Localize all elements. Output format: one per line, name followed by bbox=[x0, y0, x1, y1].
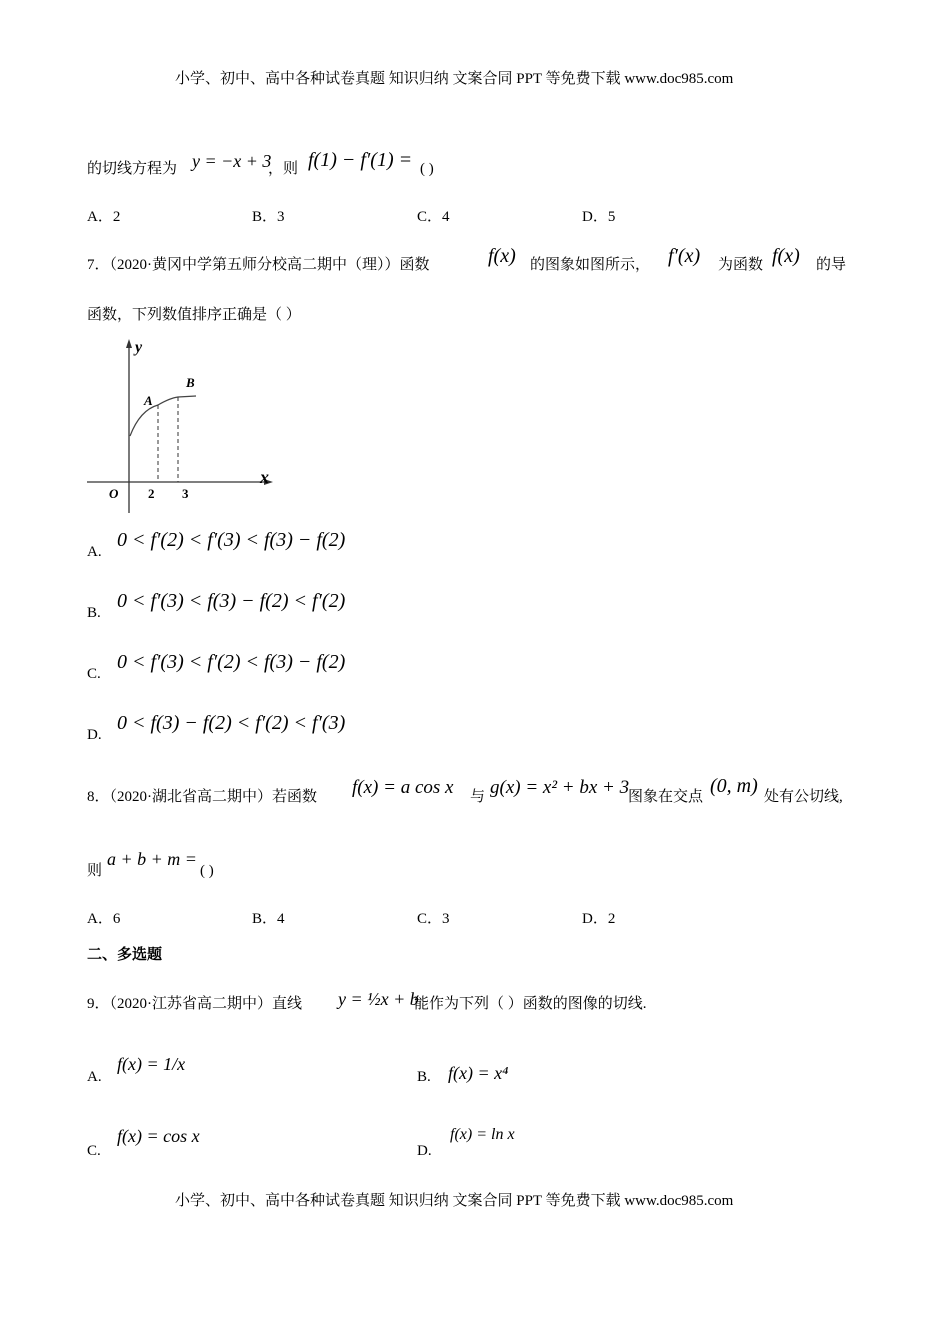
q8-option-a: A．6 bbox=[87, 911, 121, 927]
q6-option-d: D．5 bbox=[582, 209, 616, 225]
q8-math: a + b + m = bbox=[107, 849, 197, 869]
page-footer: 小学、初中、高中各种试卷真题 知识归纳 文案合同 PPT 等免费下载 www.doc985.com bbox=[175, 1193, 734, 1209]
q9-math: y = ½x + b bbox=[338, 989, 419, 1009]
q7-text: 函数，下列数值排序正确是（ ） bbox=[87, 307, 301, 323]
q6-math: y = −x + 3 bbox=[192, 151, 272, 171]
x-label: x bbox=[260, 467, 269, 487]
q9-text: 能作为下列（ ）函数的图像的切线. bbox=[414, 996, 647, 1012]
q7-math: f′(x) bbox=[668, 245, 701, 267]
q7-math: f(x) bbox=[488, 245, 516, 267]
q8-text: 图象在交点 bbox=[628, 789, 704, 805]
q6-option-b: B．3 bbox=[252, 209, 285, 225]
q7-option-c-math: 0 < f′(3) < f′(2) < f(3) − f(2) bbox=[117, 651, 346, 673]
q8-math: (0, m) bbox=[710, 775, 758, 797]
q9-option-a-math: f(x) = 1/x bbox=[117, 1054, 186, 1074]
q7-text: 的图象如图所示， bbox=[530, 257, 651, 273]
point-b-label: B bbox=[186, 375, 195, 390]
q7-option-c-label: C. bbox=[87, 666, 101, 682]
q6-option-c: C．4 bbox=[417, 209, 450, 225]
q7-option-a-label: A. bbox=[87, 544, 102, 560]
q9-option-b-label: B. bbox=[417, 1069, 431, 1085]
tick-2: 2 bbox=[148, 486, 155, 501]
q6-option-a: A．2 bbox=[87, 209, 121, 225]
q7-option-b-label: B. bbox=[87, 605, 101, 621]
point-a-label: A bbox=[144, 393, 153, 408]
q7-option-d-math: 0 < f(3) − f(2) < f′(2) < f′(3) bbox=[117, 712, 346, 734]
q7-option-d-label: D. bbox=[87, 727, 102, 743]
y-label: y bbox=[135, 339, 143, 356]
curve bbox=[130, 393, 196, 436]
q9-option-c-label: C. bbox=[87, 1143, 101, 1159]
tick-3: 3 bbox=[182, 486, 189, 501]
q9-option-d-math: f(x) = ln x bbox=[450, 1126, 515, 1143]
q7-option-b-math: 0 < f′(3) < f(3) − f(2) < f′(2) bbox=[117, 590, 346, 612]
q6-text: ，则 bbox=[268, 161, 299, 177]
q6-math: f(1) − f′(1) = bbox=[308, 149, 413, 171]
q8-text: 8．（2020·湖北省高二期中）若函数 bbox=[87, 789, 317, 805]
q8-option-b: B．4 bbox=[252, 911, 285, 927]
q9-text: 9．（2020·江苏省高二期中）直线 bbox=[87, 996, 302, 1012]
q8-text: 处有公切线, bbox=[764, 789, 843, 805]
q9-option-b-math: f(x) = x⁴ bbox=[448, 1063, 509, 1083]
q7-option-a-math: 0 < f′(2) < f′(3) < f(3) − f(2) bbox=[117, 529, 346, 551]
q7-text: 7．（2020·黄冈中学第五师分校高二期中（理））函数 bbox=[87, 257, 430, 273]
q9-option-d-label: D. bbox=[417, 1143, 432, 1159]
q9-option-c-math: f(x) = cos x bbox=[117, 1126, 200, 1146]
q8-option-c: C．3 bbox=[417, 911, 450, 927]
q8-text: 则 bbox=[87, 863, 103, 879]
q6-paren: ( ) bbox=[420, 161, 434, 177]
q7-text: 为函数 bbox=[718, 257, 764, 273]
q8-math: g(x) = x² + bx + 3 bbox=[490, 777, 630, 798]
q8-paren: ( ) bbox=[200, 863, 214, 879]
page-header: 小学、初中、高中各种试卷真题 知识归纳 文案合同 PPT 等免费下载 www.doc985.com bbox=[175, 71, 734, 87]
y-arrow-icon bbox=[126, 339, 132, 348]
section-heading: 二、多选题 bbox=[87, 947, 163, 963]
q7-math: f(x) bbox=[772, 245, 800, 267]
q8-option-d: D．2 bbox=[582, 911, 616, 927]
origin-label: O bbox=[109, 486, 119, 501]
q8-math: f(x) = a cos x bbox=[352, 777, 454, 798]
function-graph bbox=[0, 0, 950, 560]
q9-option-a-label: A. bbox=[87, 1069, 102, 1085]
q7-text: 的导 bbox=[816, 257, 847, 273]
q6-text: 的切线方程为 bbox=[87, 161, 178, 177]
q8-text: 与 bbox=[470, 789, 486, 805]
